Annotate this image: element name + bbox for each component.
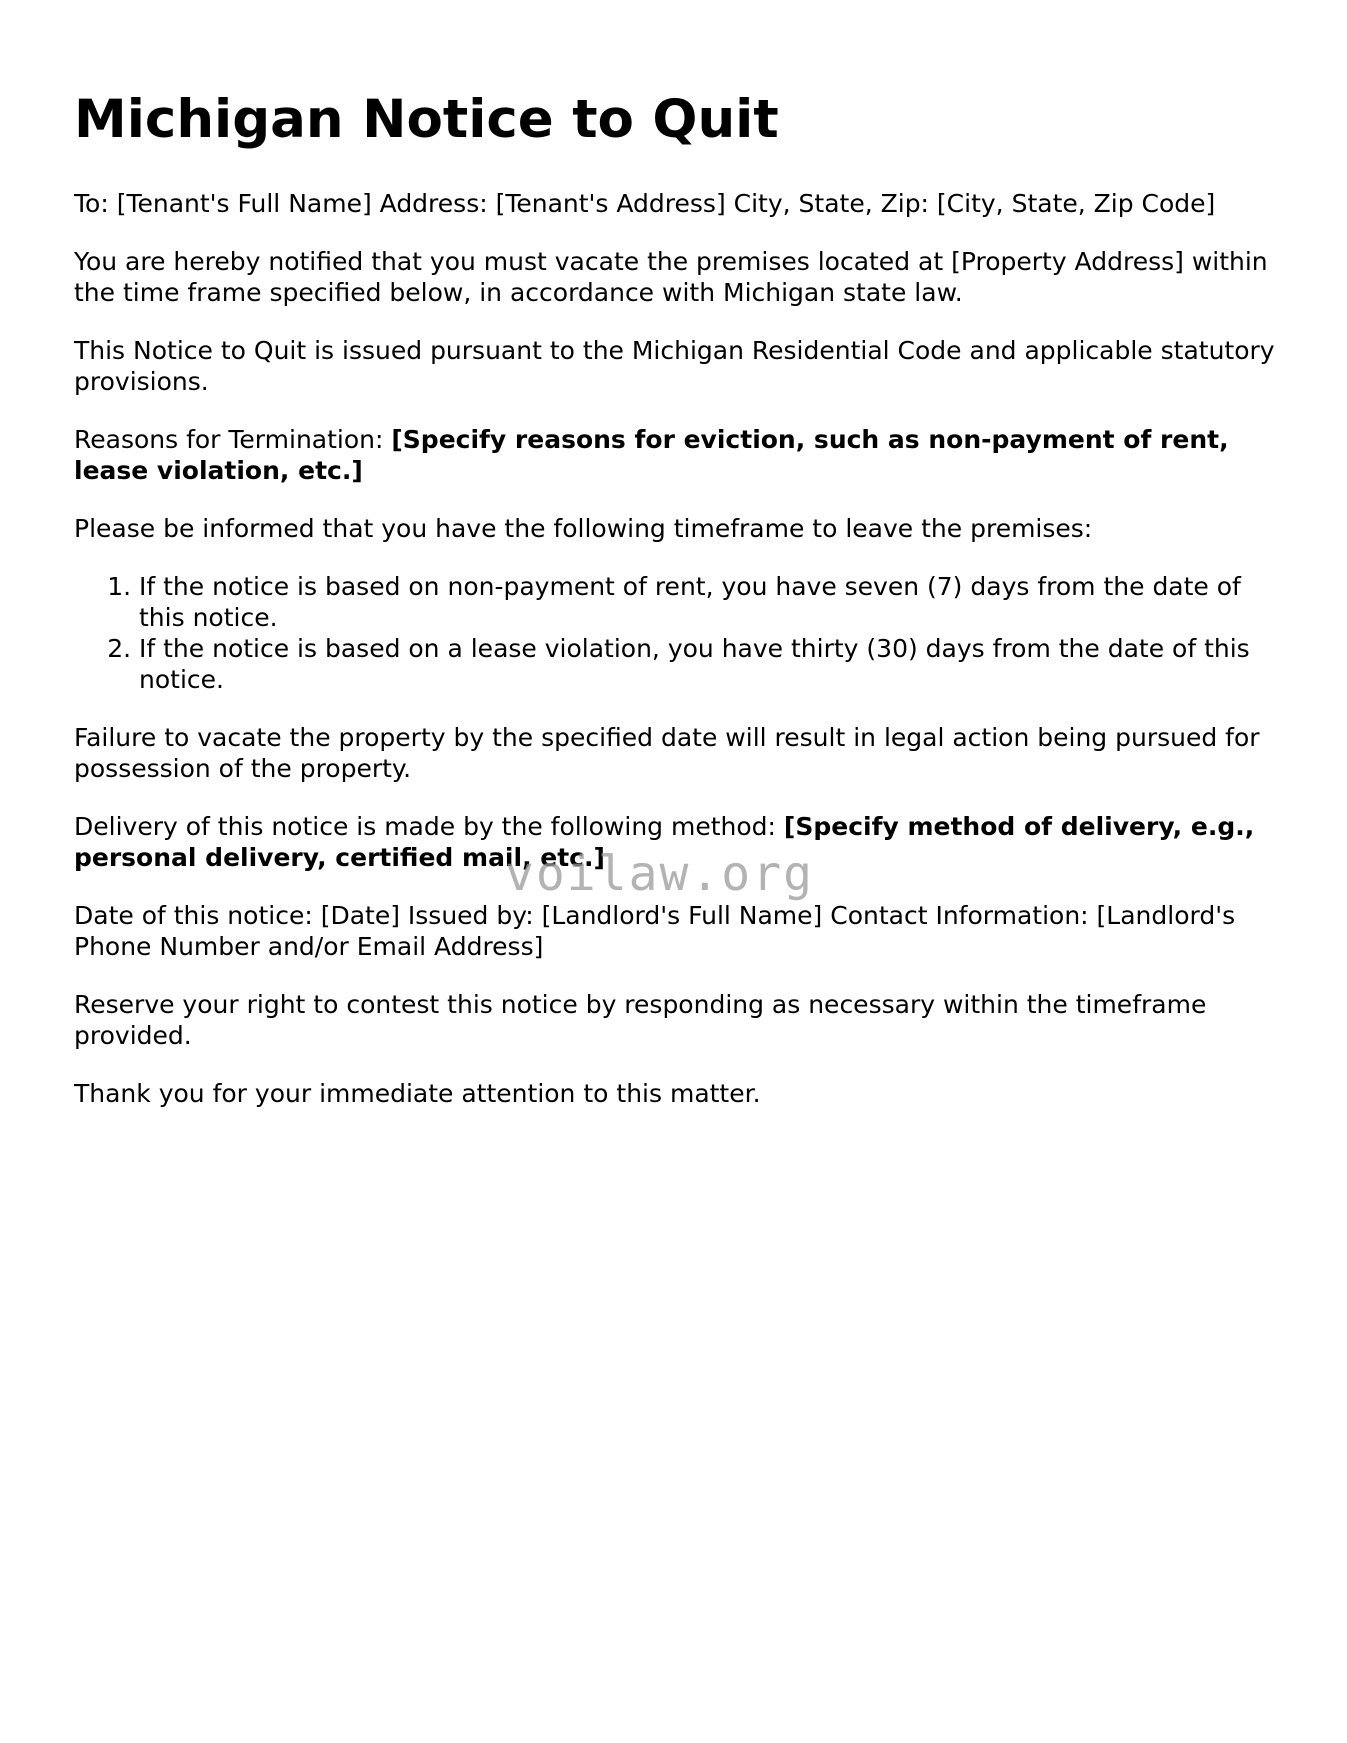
reasons-label: Reasons for Termination: [74, 424, 392, 454]
timeframe-list [74, 571, 1284, 695]
delivery-paragraph [74, 811, 1284, 873]
watermark: voilaw.org [505, 846, 814, 902]
delivery-value: [Specify method of delivery, e.g., personal delivery, certified mail, etc.] [74, 811, 1255, 872]
date-issued-paragraph: Date of this notice: [Date] Issued by: [Landlord's Full Name] Contact Information: [Landlord's Phone Number and/or Email Address] [74, 900, 1236, 961]
timeframe-intro: Please be informed that you have the following timeframe to leave the premises: [74, 513, 1093, 543]
failure-paragraph: Failure to vacate the property by the specified date will result in legal action being pursued for possession of the property. [74, 722, 1260, 783]
delivery-label: Delivery of this notice is made by the following method: [74, 811, 784, 841]
vacate-notice-paragraph: You are hereby notified that you must vacate the premises located at [Property Address] within the time frame specified below, in accordance with Michigan state law. [74, 246, 1268, 307]
reasons-paragraph [74, 424, 1284, 486]
list-item: 1. If the notice is based on non-payment of rent, you have seven (7) days from the date of this notice. [139, 571, 1284, 633]
reserve-rights-paragraph: Reserve your right to contest this notice by responding as necessary within the timeframe provided. [74, 989, 1207, 1050]
document-page [74, 88, 1284, 1136]
recipient-line: To: [Tenant's Full Name] Address: [Tenant's Address] City, State, Zip: [City, State, Zip Code] [74, 188, 1216, 218]
pursuant-paragraph: This Notice to Quit is issued pursuant to the Michigan Residential Code and applicable statutory provisions. [74, 335, 1275, 396]
thanks-paragraph: Thank you for your immediate attention to this matter. [74, 1078, 761, 1108]
reasons-value: [Specify reasons for eviction, such as non-payment of rent, lease violation, etc.] [74, 424, 1229, 485]
document-title: Michigan Notice to Quit [74, 89, 779, 150]
list-item: 2. If the notice is based on a lease violation, you have thirty (30) days from the date of this notice. [139, 633, 1284, 695]
